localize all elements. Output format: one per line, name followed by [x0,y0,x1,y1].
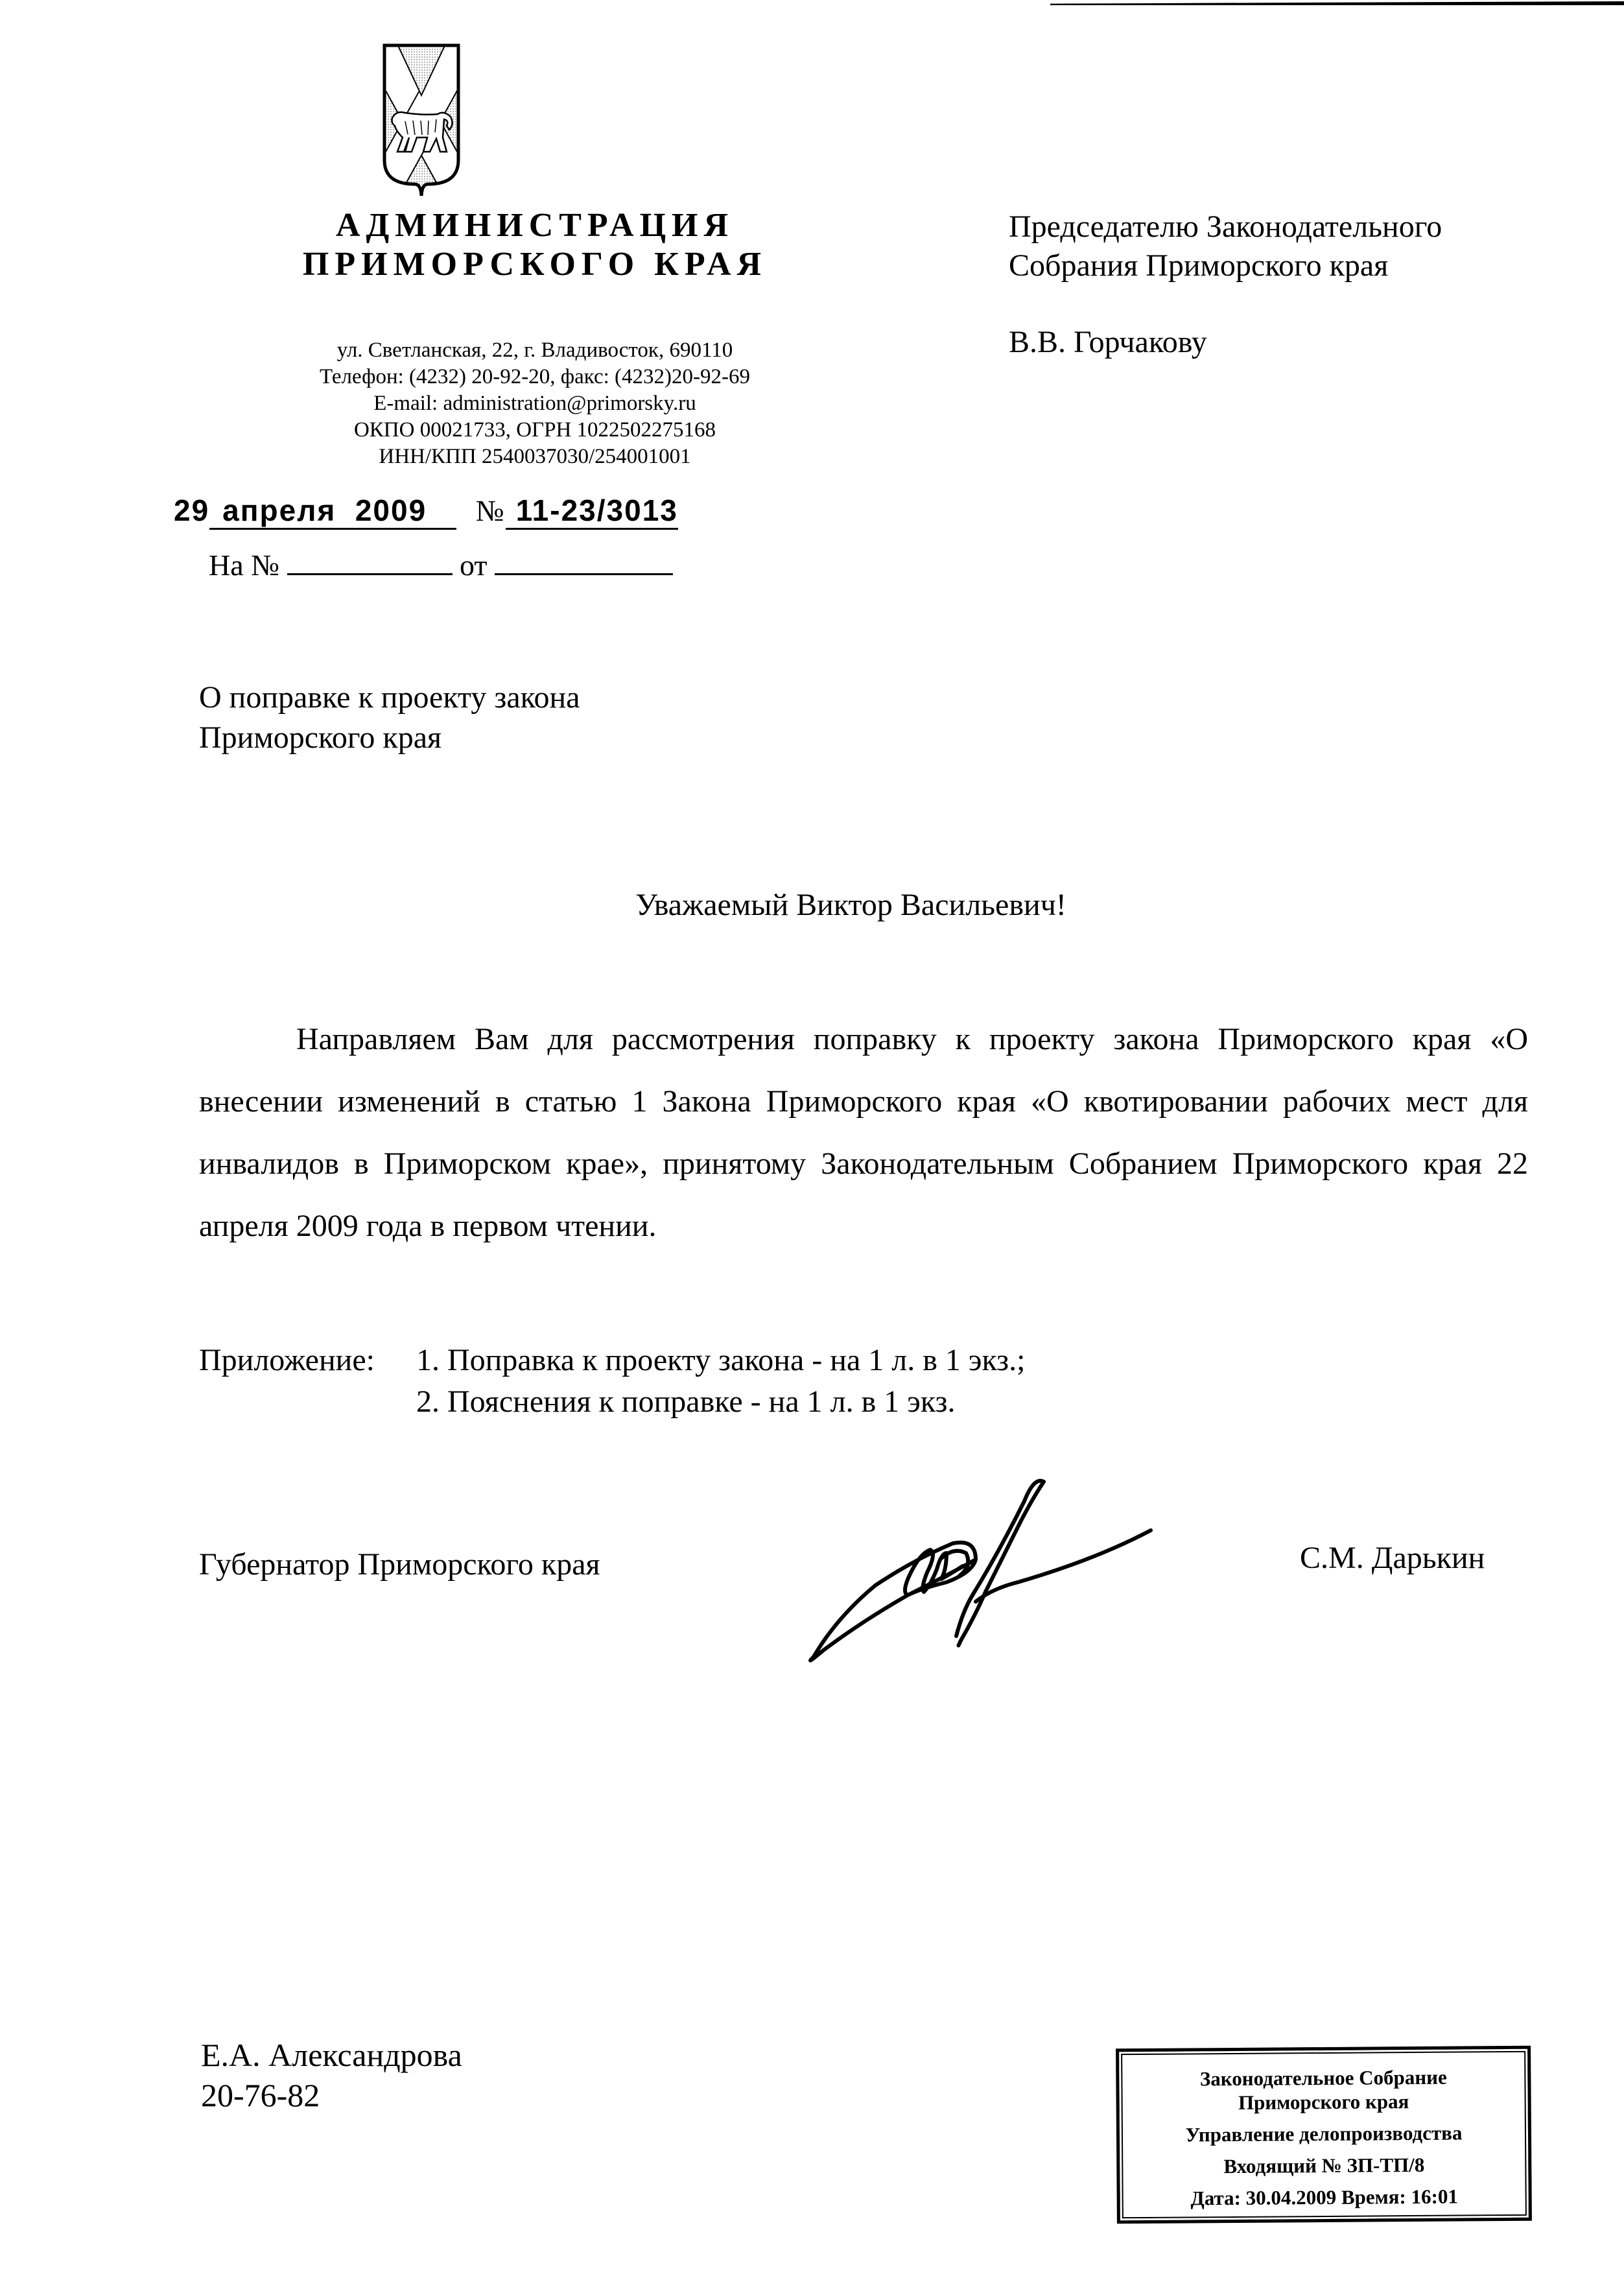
executor-info [201,2035,462,2115]
recipient-name: В.В. Горчакову [1009,325,1207,359]
attachments-list [416,1340,1025,1423]
stamp-line3: Управление делопроизводства [1185,2121,1463,2146]
salutation: Уважаемый Виктор Васильевич! [635,888,1066,922]
scan-edge-line [1050,1,1624,5]
reply-number-blank [287,549,453,575]
attachment-item: 1. Поправка к проекту закона - на 1 л. в 1 экз.; [416,1343,1026,1377]
signer-name: С.М. Дарькин [1300,1541,1485,1575]
recipient-line2: Собрания Приморского края [1009,248,1389,283]
incoming-registration-stamp [1116,2046,1532,2224]
recipient-title [1009,208,1442,285]
letter-subject [199,678,580,758]
letter-number: 11-23/3013 [506,493,678,530]
org-inn: ИНН/КПП 2540037030/254001001 [379,445,691,468]
attachment-item: 2. Пояснения к поправке - на 1 л. в 1 экз. [416,1384,956,1419]
subject-line2: Приморского края [199,720,442,755]
letter-month-year: апреля 2009 [209,493,456,530]
attachments-label: Приложение: [199,1343,375,1377]
stamp-line2: Приморского края [1238,2090,1409,2114]
reply-number-label: На № [209,549,280,582]
stamp-line5: Дата: 30.04.2009 Время: 16:01 [1190,2185,1458,2210]
executor-phone: 20-76-82 [201,2077,320,2113]
executor-name: Е.А. Александрова [201,2037,462,2073]
letter-day: 29 [174,493,210,527]
org-name-line2: ПРИМОРСКОГО КРАЯ [302,246,768,283]
reply-date-blank [495,549,673,575]
org-contacts [162,337,908,470]
org-phone: Телефон: (4232) 20-92-20, факс: (4232)20-92-69 [320,365,750,388]
coat-of-arms-emblem [379,40,464,206]
org-name-line1: АДМИНИСТРАЦИЯ [335,207,735,244]
org-codes: ОКПО 00021733, ОГРН 1022502275168 [353,418,716,442]
signer-title: Губернатор Приморского края [199,1547,600,1582]
org-email: E-mail: administration@primorsky.ru [373,392,696,415]
reply-from-label: от [460,549,488,582]
org-address: ул. Светланская, 22, г. Владивосток, 690110 [336,338,733,362]
outgoing-registration [174,493,678,530]
recipient-line1: Председателю Законодательного [1009,209,1442,244]
letter-body: Направляем Вам для рассмотрения поправку к проекту закона Приморского края «О внесении изменений в статью 1 Закона Приморского края «О квотировании рабочих мест для инвалидов в Приморском крае», принятому Законодательным Собранием Приморского края 22 апреля 2009 года в первом чтении. [199,1022,1528,1243]
stamp-line4: Входящий № ЗП-ТП/8 [1223,2153,1425,2178]
subject-line1: О поправке к проекту закона [199,680,580,715]
reply-reference [209,548,673,582]
handwritten-signature [791,1462,1193,1689]
stamp-line1: Законодательное Собрание [1199,2065,1447,2091]
number-label: № [475,494,506,527]
